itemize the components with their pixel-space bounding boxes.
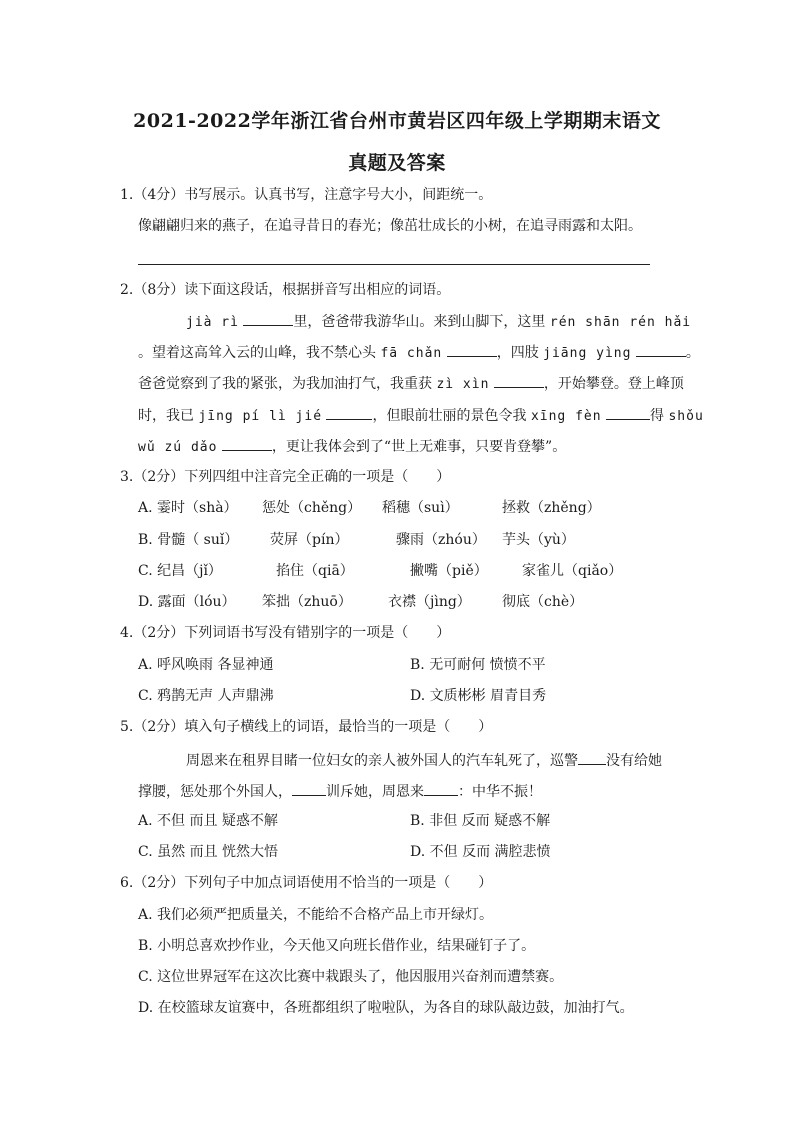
q4-option-d[interactable]: D. 文质彬彬 眉青目秀 <box>410 688 547 704</box>
q6-option-b[interactable]: B. 小明总喜欢抄作业，今天他又向班长借作业，结果碰钉子了。 <box>138 938 536 954</box>
q2-text: ，四肢 <box>496 345 539 361</box>
q3-word: 芋头（yù） <box>502 532 575 548</box>
q3-word: 惩处（chěng） <box>262 500 362 516</box>
q3-option-a[interactable]: A. 霎时（shà） <box>138 500 238 516</box>
q2-line4 <box>138 404 704 427</box>
answer-blank[interactable] <box>243 310 293 326</box>
page-title: 2021-2022学年浙江省台州市黄岩区四年级上学期期末语文 <box>133 110 661 132</box>
q2-text: ，但眼前壮丽的景色令我 <box>372 408 527 424</box>
q6-option-a[interactable]: A. 我们必须严把质量关，不能给不合格产品上市开绿灯。 <box>138 907 494 923</box>
q3-word: 骤雨（zhóu） <box>396 532 486 548</box>
q6-stem: 6.（2分）下列句子中加点词语使用不恰当的一项是（ ） <box>120 875 493 891</box>
q5-sentence-line1 <box>186 749 662 771</box>
pinyin: shǒu <box>668 409 704 424</box>
q2-text: 。望着这高耸入云的山峰，我不禁心头 <box>138 345 376 361</box>
q3-word: 彻底（chè） <box>502 594 584 610</box>
answer-blank[interactable] <box>447 341 497 357</box>
pinyin: fā chǎn <box>380 346 443 361</box>
answer-blank[interactable] <box>222 435 272 451</box>
pinyin: jīng pí lì jié <box>198 409 323 424</box>
q2-text: 爸爸觉察到了我的紧张，为我加油打气，我重获 <box>138 376 432 392</box>
q5-option-d[interactable]: D. 不但 反而 满腔悲愤 <box>410 844 551 860</box>
q6-option-d[interactable]: D. 在校篮球友谊赛中，各班都组织了啦啦队，为各自的球队敲边鼓，加油打气。 <box>138 1000 634 1016</box>
q5-option-a[interactable]: A. 不但 而且 疑惑不解 <box>138 813 278 829</box>
q5-text: 训斥她，周恩来 <box>326 784 424 800</box>
pinyin: xīng fèn <box>530 409 602 424</box>
q3-word: 家雀儿（qiǎo） <box>522 563 623 579</box>
answer-blank[interactable] <box>424 780 458 796</box>
q2-line5 <box>138 435 566 458</box>
q5-option-c[interactable]: C. 虽然 而且 恍然大悟 <box>138 844 279 860</box>
q5-text: ：中华不振！ <box>458 784 542 800</box>
q3-word: 衣襟（jìng） <box>388 594 471 610</box>
q1-writing-line <box>138 264 650 265</box>
page-title-line2: 真题及答案 <box>348 152 446 174</box>
q3-option-b[interactable]: B. 骨髓（ suǐ） <box>138 532 239 548</box>
q5-option-b[interactable]: B. 非但 反而 疑惑不解 <box>410 813 551 829</box>
q6-option-c[interactable]: C. 这位世界冠军在这次比赛中栽跟头了，他因服用兴奋剂而遭禁赛。 <box>138 969 564 985</box>
q2-text: ，开始攀登。登上峰顶 <box>543 376 684 392</box>
q5-text: 没有给她 <box>606 753 662 769</box>
q3-option-c[interactable]: C. 纪昌（jǐ） <box>138 563 222 579</box>
answer-blank[interactable] <box>494 372 544 388</box>
pinyin: jià rì <box>186 315 239 330</box>
q4-option-b[interactable]: B. 无可耐何 愤愤不平 <box>410 657 546 673</box>
q3-word: 荧屏（pín） <box>270 532 349 548</box>
answer-blank[interactable] <box>326 404 372 420</box>
q5-text: 撑腰，惩处那个外国人， <box>138 784 292 800</box>
q3-word: 笨拙（zhuō） <box>262 594 352 610</box>
answer-blank[interactable] <box>292 780 326 796</box>
pinyin: rén shān rén hǎi <box>549 315 692 330</box>
q1-stem: 1.（4分）书写展示。认真书写，注意字号大小，间距统一。 <box>120 187 493 203</box>
q2-line2 <box>138 341 700 364</box>
pinyin: wǔ zú dǎo <box>138 440 218 455</box>
q5-stem: 5.（2分）填入句子横线上的词语，最恰当的一项是（ ） <box>120 719 493 735</box>
q3-word: 掐住（qiā） <box>276 563 354 579</box>
q3-word: 稻穗（suì） <box>382 500 459 516</box>
q5-sentence-line2 <box>138 780 542 802</box>
q3-option-d[interactable]: D. 露面（lóu） <box>138 594 236 610</box>
pinyin: zì xìn <box>436 377 490 392</box>
q2-text: 得 <box>650 408 665 424</box>
q2-text: 时，我已 <box>138 408 194 424</box>
pinyin: jiāng yìng <box>543 346 632 361</box>
q3-stem: 3.（2分）下列四组中注音完全正确的一项是（ ） <box>120 469 451 485</box>
q2-text: 。 <box>685 345 700 361</box>
answer-blank[interactable] <box>636 341 686 357</box>
q3-word: 拯救（zhěng） <box>502 500 601 516</box>
q5-text: 周恩来在租界目睹一位妇女的亲人被外国人的汽车轧死了，巡警 <box>186 753 578 769</box>
q2-text: ，更让我体会到了“世上无难事，只要肯登攀”。 <box>271 439 567 455</box>
q2-line1 <box>186 310 691 333</box>
q4-stem: 4.（2分）下列词语书写没有错别字的一项是（ ） <box>120 625 451 641</box>
q2-stem: 2.（8分）读下面这段话，根据拼音写出相应的词语。 <box>120 282 451 298</box>
q4-option-c[interactable]: C. 鸦鹊无声 人声鼎沸 <box>138 688 274 704</box>
q2-text: 里，爸爸带我游华山。来到山脚下，这里 <box>293 314 546 330</box>
q4-option-a[interactable]: A. 呼风唤雨 各显神通 <box>138 657 274 673</box>
answer-blank[interactable] <box>578 749 606 765</box>
q1-text: 像翩翩归来的燕子，在追寻昔日的春光；像茁壮成长的小树，在追寻雨露和太阳。 <box>138 218 642 234</box>
q3-word: 撇嘴（piě） <box>410 563 488 579</box>
q2-line3 <box>138 372 684 395</box>
answer-blank[interactable] <box>606 404 650 420</box>
